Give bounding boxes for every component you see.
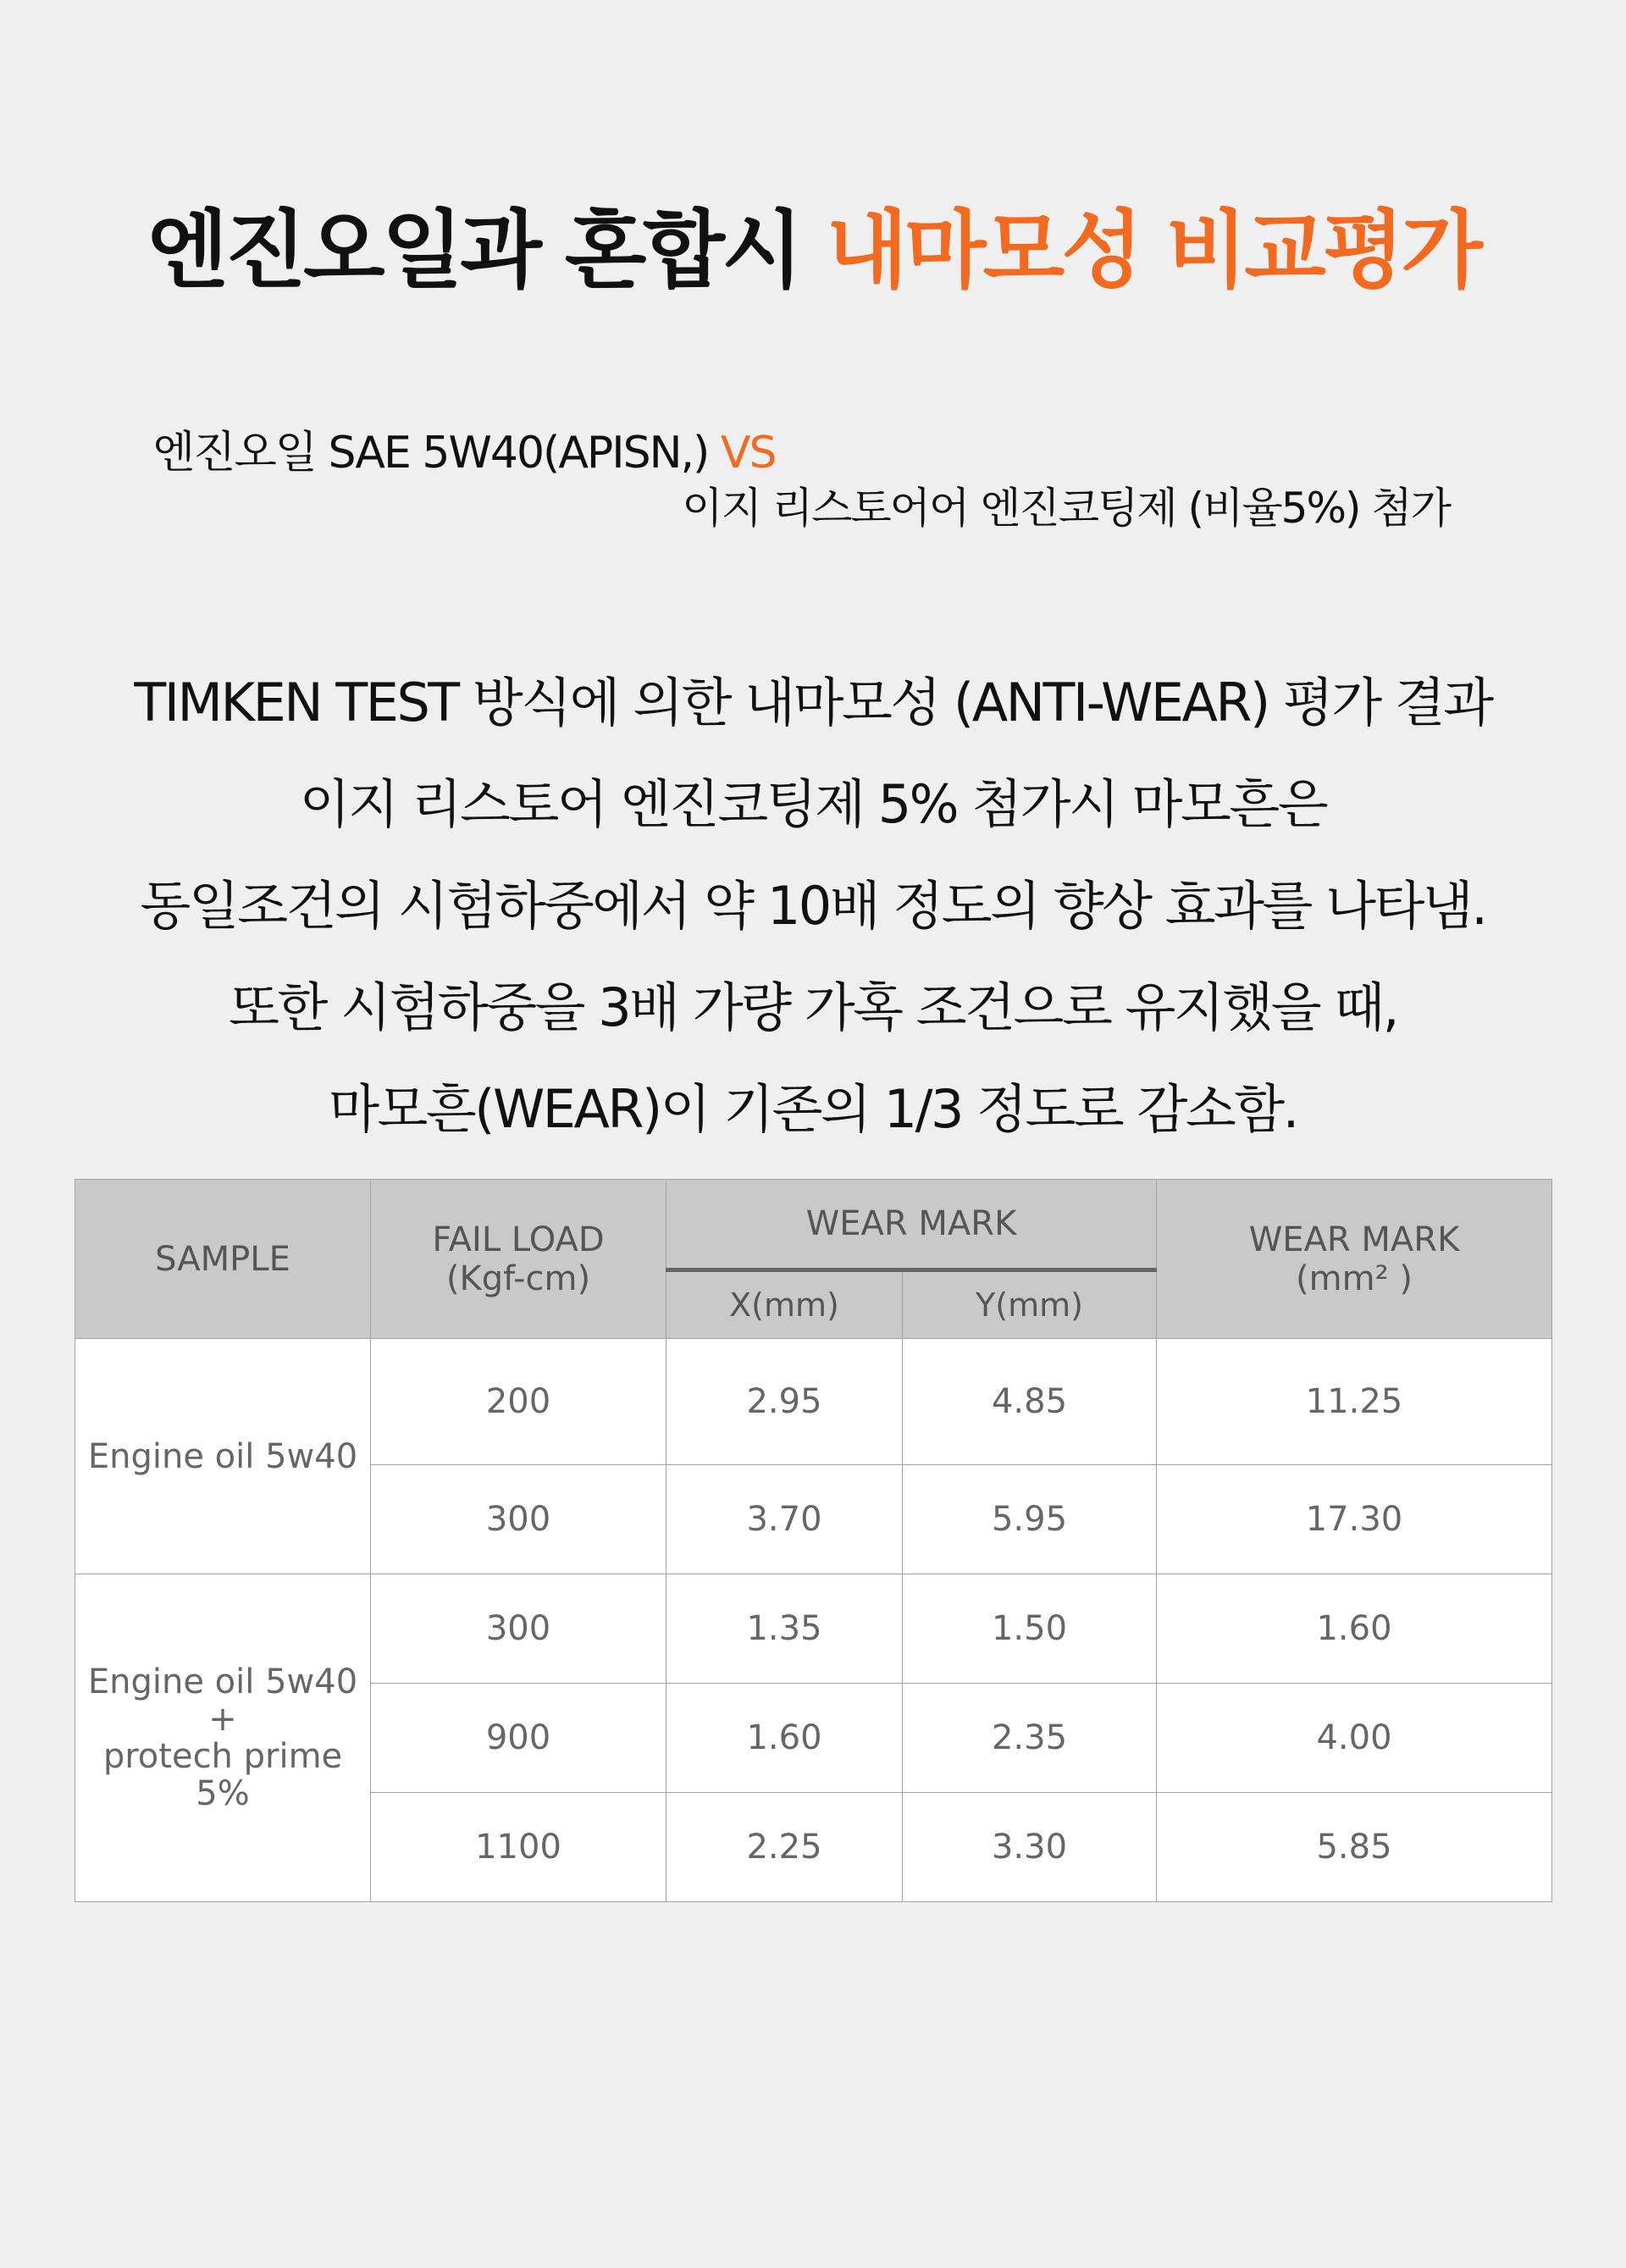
description-line: 이지 리스토어 엔진코팅제 5% 첨가시 마모흔은 — [299, 773, 1327, 835]
x-cell: 1.35 — [666, 1574, 903, 1684]
load-cell: 300 — [371, 1574, 666, 1684]
x-cell: 2.25 — [666, 1793, 903, 1902]
x-cell: 2.95 — [666, 1339, 903, 1465]
description-line: TIMKEN TEST 방식에 의한 내마모성 (ANTI-WEAR) 평가 결과 — [134, 672, 1492, 733]
y-cell: 3.30 — [903, 1793, 1157, 1902]
load-cell: 200 — [371, 1339, 666, 1465]
load-cell: 900 — [371, 1684, 666, 1793]
header-fail-load — [371, 1180, 666, 1339]
subtitle-line-2: 이지 리스토어어 엔진코팅제 (비율5%) 첨가 — [682, 484, 1450, 533]
sample-cell — [75, 1574, 371, 1902]
x-cell: 3.70 — [666, 1465, 903, 1574]
header-wear-area-unit: (mm² ) — [1296, 1258, 1413, 1298]
header-wear-area — [1157, 1180, 1552, 1339]
wear-test-table — [75, 1179, 1552, 1902]
sample-label: protech prime 5% — [102, 1737, 343, 1813]
header-x: X(mm) — [666, 1270, 903, 1339]
table-row — [75, 1339, 1552, 1465]
sample-label: + — [208, 1700, 237, 1739]
area-cell: 5.85 — [1157, 1793, 1552, 1902]
y-cell: 1.50 — [903, 1574, 1157, 1684]
subtitle-oil: 엔진오일 SAE 5W40(APISN,) — [152, 428, 721, 478]
y-cell: 4.85 — [903, 1339, 1157, 1465]
y-cell: 2.35 — [903, 1684, 1157, 1793]
description-line: 마모흔(WEAR)이 기존의 1/3 정도로 감소함. — [329, 1078, 1297, 1140]
title-main: 엔진오일과 혼합시 — [146, 201, 827, 300]
load-cell: 1100 — [371, 1793, 666, 1902]
sample-label: Engine oil 5w40 — [87, 1662, 358, 1701]
header-sample: SAMPLE — [75, 1180, 371, 1339]
area-cell: 4.00 — [1157, 1684, 1552, 1793]
header-wear-mark: WEAR MARK — [666, 1180, 1157, 1270]
sample-cell — [75, 1339, 371, 1574]
sample-label: Engine oil 5w40 — [87, 1436, 358, 1476]
subtitle-line-1 — [152, 423, 775, 483]
page-title — [0, 200, 1626, 301]
area-cell: 11.25 — [1157, 1339, 1552, 1465]
area-cell: 17.30 — [1157, 1465, 1552, 1574]
area-cell: 1.60 — [1157, 1574, 1552, 1684]
subtitle-vs: VS — [720, 428, 776, 478]
description-line: 또한 시험하중을 3배 가량 가혹 조건으로 유지했을 때, — [229, 976, 1397, 1038]
description — [0, 652, 1626, 1160]
table-row — [75, 1574, 1552, 1684]
x-cell: 1.60 — [666, 1684, 903, 1793]
header-y: Y(mm) — [903, 1270, 1157, 1339]
title-accent: 내마모성 비교평가 — [826, 201, 1480, 300]
load-cell: 300 — [371, 1465, 666, 1574]
header-wear-area-label: WEAR MARK — [1248, 1220, 1460, 1259]
header-fail-load-unit: (Kgf-cm) — [445, 1258, 591, 1298]
y-cell: 5.95 — [903, 1465, 1157, 1574]
description-line: 동일조건의 시험하중에서 약 10배 정도의 향상 효과를 나타냄. — [140, 875, 1486, 937]
header-fail-load-label: FAIL LOAD — [432, 1220, 605, 1259]
